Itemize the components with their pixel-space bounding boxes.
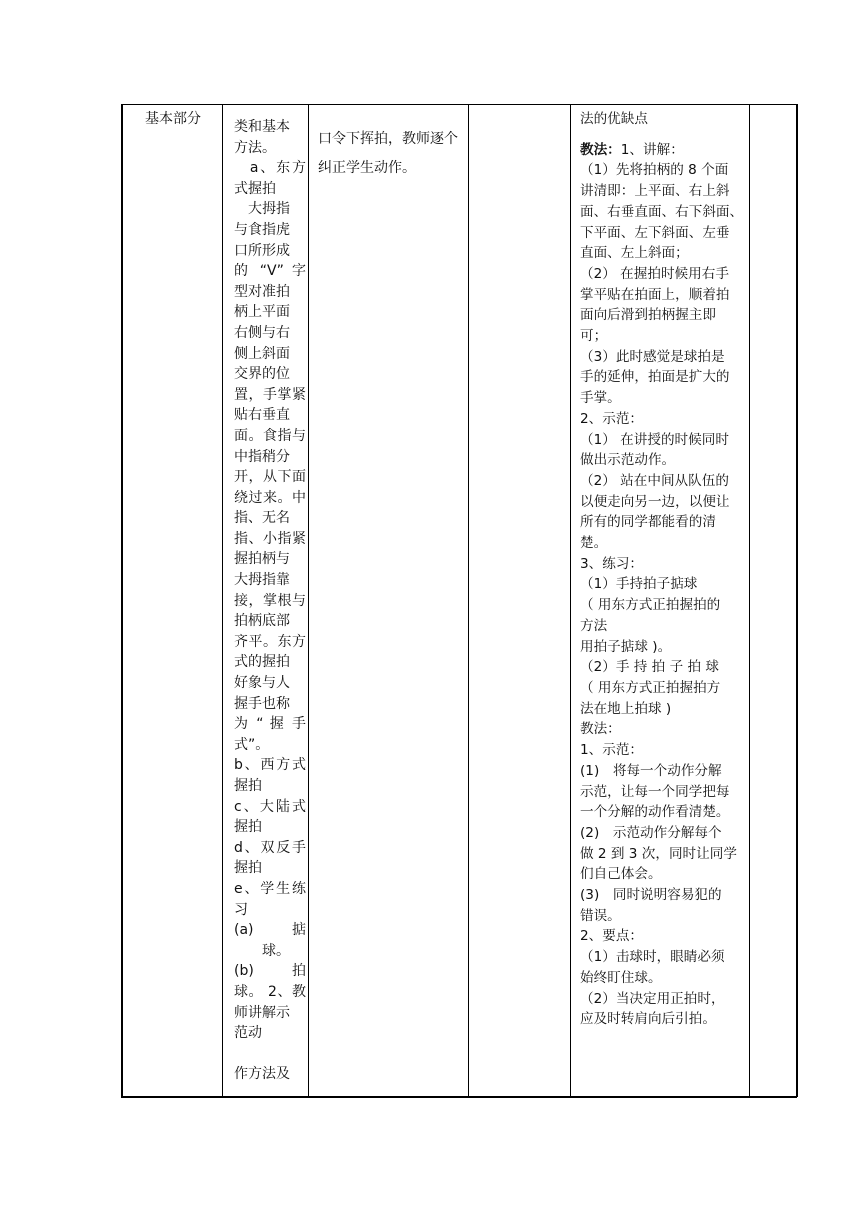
method-line: 手的延伸，拍面是扩大的 [580, 369, 730, 386]
content-line: 好象与人 [234, 675, 290, 692]
content-line: a、东方 [234, 160, 306, 177]
content-line: 绕过来。中 [234, 489, 306, 506]
method-line: 应及时转肩向后引拍。 [580, 1011, 716, 1028]
method-line: 下平面、左下斜面、左垂 [580, 224, 730, 241]
method-line: 一个分解的动作看清楚。 [580, 804, 730, 821]
method-line: 直面、左上斜面； [580, 245, 689, 262]
method-line: (1) 将每一个动作分解 [580, 762, 722, 779]
method-line: 用拍子掂球 )。 [580, 638, 672, 655]
method-line: （2）当决定用正拍时， [580, 990, 725, 1007]
method-line: 们自己体会。 [580, 866, 662, 883]
teaching-method-lines [580, 160, 748, 1030]
method-line: （1）击球时，眼睛必须 [580, 949, 725, 966]
table-right-border [796, 104, 798, 1097]
method-line: （2） 在握拍时候用右手 [580, 265, 729, 282]
content-line: 贴右垂直 [234, 407, 290, 424]
method-line: （2）手 持 拍 子 拍 球 [580, 659, 720, 676]
method-line: 3、练习： [580, 555, 644, 572]
teaching-method-cell [580, 109, 748, 1030]
method-line: 错误。 [580, 907, 621, 924]
method-line: （1）手持拍子掂球 [580, 576, 698, 593]
content-line: c、大陆式 [234, 798, 306, 815]
content-line: 交界的位 [234, 366, 290, 383]
column-divider-1 [222, 104, 223, 1097]
teach-method-label: 教法： [580, 141, 621, 158]
content-line: b、西方式 [234, 757, 306, 774]
method-line: 做出示范动作。 [580, 452, 676, 469]
content-line: 式握拍 [234, 180, 276, 197]
method-line: 掌平贴在拍面上，顺着拍 [580, 286, 730, 303]
content-line: 球。 [234, 942, 290, 959]
content-line: 球。 2、教 [234, 983, 306, 1000]
content-line: 式的握拍 [234, 654, 290, 671]
content-line: 师讲解示 [234, 1004, 290, 1021]
method-line: （1） 在讲授的时候同时 [580, 431, 729, 448]
content-line: e、学生练 [234, 880, 306, 897]
content-line: 右侧与右 [234, 324, 290, 341]
column-divider-2 [308, 104, 309, 1097]
content-line: 接，掌根与 [234, 592, 306, 609]
content-line: 指、小指紧 [234, 530, 306, 547]
content-line: 大拇指 [234, 201, 290, 218]
content-line: 握手也称 [234, 695, 290, 712]
method-line: 讲清即：上平面、右上斜 [580, 183, 730, 200]
method-line: 教法： [580, 721, 621, 738]
content-line: 面。食指与 [234, 427, 306, 444]
column-divider-4 [570, 104, 571, 1097]
content-cell [234, 117, 306, 1085]
method-line: （3）此时感觉是球拍是 [580, 348, 725, 365]
column-divider-3 [468, 104, 469, 1097]
content-line [234, 1044, 306, 1065]
content-line: 柄上平面 [234, 304, 290, 321]
content-line: 作方法及 [234, 1066, 290, 1083]
method-line: 2、要点： [580, 928, 644, 945]
content-line: (b) 拍 [234, 963, 306, 980]
teach-method-first-item: 1、讲解： [620, 141, 684, 158]
activity-line: 口令下挥拍，教师逐个 [318, 131, 458, 147]
method-line: 做 2 到 3 次，同时让同学 [580, 845, 737, 862]
method-line: 以便走向另一边，以便让 [580, 493, 730, 510]
content-line: d、双反手 [234, 839, 306, 856]
method-line: 面向后滑到拍柄握主即 [580, 307, 716, 324]
method-line: （ 用东方式正拍握拍的 [580, 597, 721, 614]
method-intro-line: 法的优缺点 [580, 111, 648, 127]
method-line: 楚。 [580, 535, 608, 552]
method-line: 面、右垂直面、右下斜面、 [580, 203, 744, 220]
method-line: 示范，让每一个同学把每 [580, 783, 730, 800]
method-line: 所有的同学都能看的清 [580, 514, 716, 531]
method-line: (3) 同时说明容易犯的 [580, 887, 722, 904]
section-label: 基本部分 [145, 111, 201, 127]
content-line: 中指稍分 [234, 448, 290, 465]
method-line: 可； [580, 328, 608, 345]
column-divider-5 [749, 104, 750, 1097]
content-line: 习 [234, 901, 248, 918]
method-line: 2、示范： [580, 410, 644, 427]
content-line: 型对准拍 [234, 283, 290, 300]
content-line: 置，手掌紧 [234, 386, 306, 403]
content-line: 齐平。东方 [234, 633, 306, 650]
content-line: 类和基本 [234, 119, 290, 135]
content-line: 大拇指靠 [234, 572, 290, 589]
content-line: (a) 掂 [234, 922, 306, 939]
content-line: 方法。 [234, 139, 276, 156]
student-activity-cell [318, 125, 466, 183]
content-line: 握拍 [234, 778, 262, 794]
method-line: 始终盯住球。 [580, 969, 662, 986]
content-line: 与食指虎 [234, 221, 290, 238]
table-left-border [121, 104, 123, 1097]
content-line: 的 “V” 字 [234, 263, 306, 280]
content-line: 侧上斜面 [234, 345, 290, 362]
content-line: 握拍 [234, 860, 262, 877]
content-line: 握拍 [234, 819, 262, 836]
method-line: 法在地上拍球 ) [580, 700, 672, 717]
content-line: 握拍柄与 [234, 551, 290, 568]
method-line: 1、示范： [580, 742, 644, 759]
method-line: 手掌。 [580, 390, 621, 407]
content-line: 式”。 [234, 736, 270, 753]
content-line: 口所形成 [234, 242, 290, 259]
method-line: (2) 示范动作分解每个 [580, 824, 722, 841]
method-line: （2） 站在中间从队伍的 [580, 472, 729, 489]
content-line: 为 “ 握 手 [234, 716, 306, 733]
content-line: 指、无名 [234, 510, 290, 527]
activity-line: 纠正学生动作。 [318, 160, 416, 176]
content-line: 拍柄底部 [234, 613, 290, 630]
content-line: 范动 [234, 1025, 262, 1042]
content-line: 开，从下面 [234, 469, 306, 486]
method-line: （1）先将拍柄的 8 个面 [580, 162, 729, 179]
method-line: 方法 [580, 617, 608, 634]
method-line: （ 用东方式正拍握拍方 [580, 679, 721, 696]
teach-method-heading [580, 140, 748, 161]
section-label-cell [145, 109, 215, 130]
